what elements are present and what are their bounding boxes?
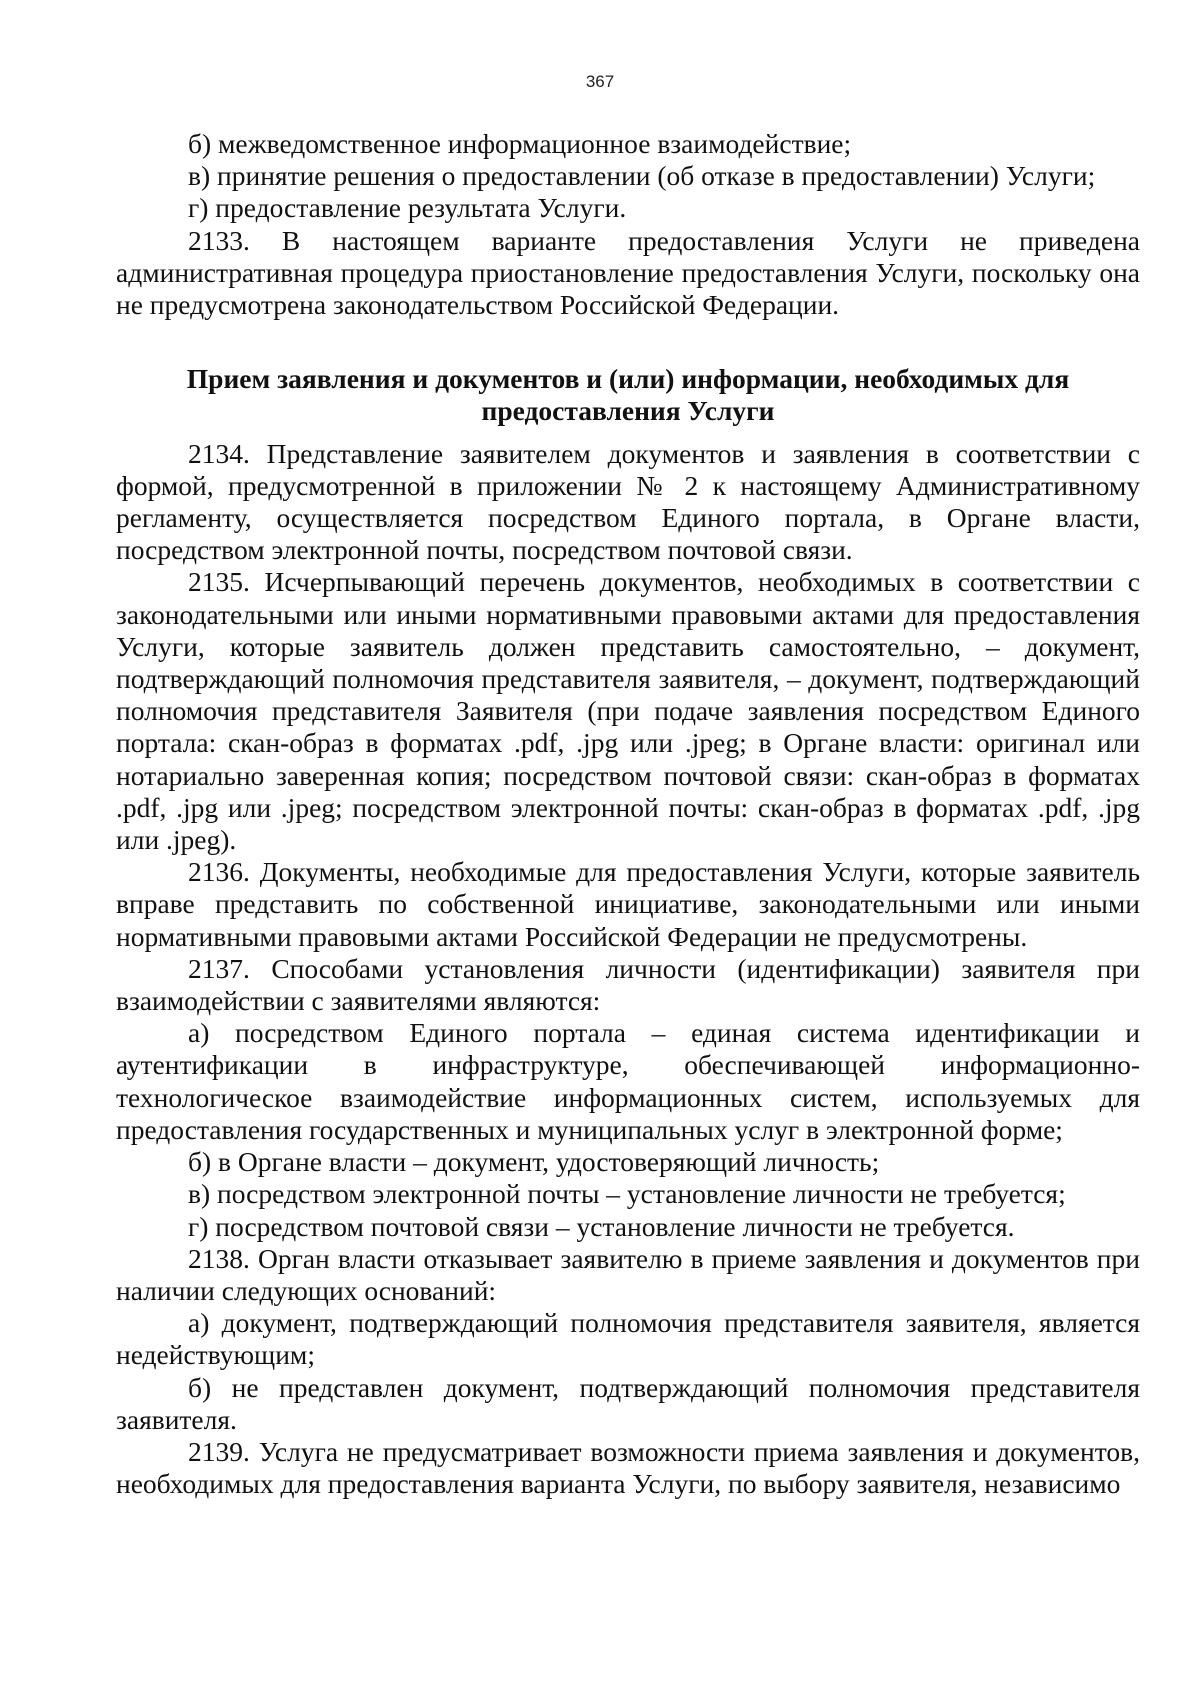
paragraph-2136: 2136. Документы, необходимые для предоставления Услуги, которые заявитель вправе представить по собственной инициативе, законодательными или иными нормативными правовыми актами Российской Федерации не предусмотрены. <box>116 856 1140 952</box>
list-item-b-2137: б) в Органе власти – документ, удостоверяющий личность; <box>188 1146 880 1178</box>
list-item-a-2138: а) документ, подтверждающий полномочия представителя заявителя, является недействующим; <box>116 1307 1140 1371</box>
document-body <box>116 128 1140 1500</box>
page-number: 367 <box>585 72 615 91</box>
paragraph-2139: 2139. Услуга не предусматривает возможности приема заявления и документов, необходимых для предоставления варианта Услуги, по выбору заявителя, независимо <box>116 1435 1140 1500</box>
list-item-g: г) предоставление результата Услуги. <box>188 192 627 224</box>
paragraph-2137: 2137. Способами установления личности (идентификации) заявителя при взаимодействии с заявителями являются: <box>116 952 1140 1017</box>
list-item-v-2137: в) посредством электронной почты – установление личности не требуется; <box>188 1178 1066 1210</box>
paragraph-2133: 2133. В настоящем варианте предоставления Услуги не приведена административная процедура приостановление предоставления Услуги, поскольку она не предусмотрена законодательством Российской Федерации. <box>116 224 1140 321</box>
list-item-a-2137: а) посредством Единого портала – единая система идентификации и аутентификации в инфраструктуре, обеспечивающей информационно-технологическое взаимодействие информационных систем, используемых для предоставления государственных и муниципальных услуг в электронной форме; <box>116 1017 1140 1145</box>
paragraph-2134: 2134. Представление заявителем документов и заявления в соответствии с формой, предусмотренной в приложении № 2 к настоящему Административному регламенту, осуществляется посредством Единого портала, в Органе власти, посредством электронной почты, посредством почтовой связи. <box>116 437 1140 566</box>
list-item-v: в) принятие решения о предоставлении (об отказе в предоставлении) Услуги; <box>188 160 1096 192</box>
list-item-b-2138: б) не представлен документ, подтверждающий полномочия представителя заявителя. <box>116 1371 1140 1435</box>
section-heading-line-2: предоставления Услуги <box>481 395 775 427</box>
section-heading <box>116 363 1140 427</box>
paragraph-2135: 2135. Исчерпывающий перечень документов, необходимых в соответствии с законодательными или иными нормативными правовыми актами для предоставления Услуги, которые заявитель должен представить самостоятельно, – документ, подтверждающий полномочия представителя заявителя, – документ, подтверждающий полномочия представителя Заявителя (при подаче заявления посредством Единого портала: скан-образ в форматах .pdf, .jpg или .jpeg; в Органе власти: оригинал или нотариально заверенная копия; посредством почтовой связи: скан-образ в форматах .pdf, .jpg или .jpeg; посредством электронной почты: скан-образ в форматах .pdf, .jpg или .jpeg). <box>116 566 1140 856</box>
list-item-b: б) межведомственное информационное взаимодействие; <box>188 128 852 159</box>
paragraph-2138: 2138. Орган власти отказывает заявителю в приеме заявления и документов при наличии следующих оснований: <box>116 1242 1140 1306</box>
section-heading-line-1: Прием заявления и документов и (или) информации, необходимых для <box>186 363 1070 395</box>
list-item-g-2137: г) посредством почтовой связи – установление личности не требуется. <box>188 1210 1015 1242</box>
